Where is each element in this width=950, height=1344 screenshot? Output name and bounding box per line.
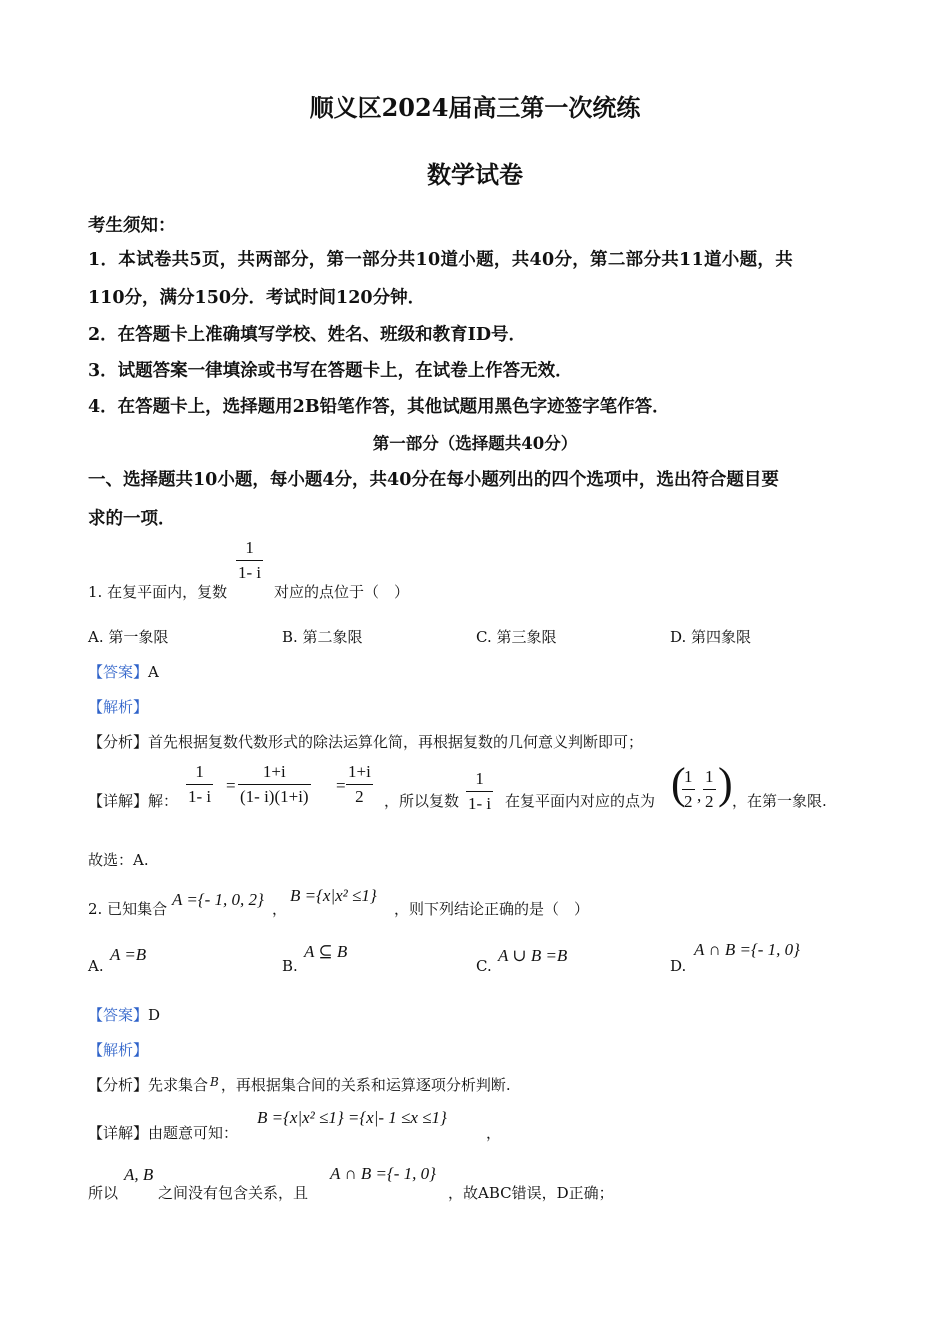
q1-detail-mid2: 在复平面内对应的点为 <box>505 792 656 810</box>
q1-detail-prefix <box>88 790 178 811</box>
q2-detail-suffix: ， <box>486 1124 502 1142</box>
q2-option-b-expr: A ⊆ B <box>304 942 348 961</box>
q2-option-c-label: C. <box>476 957 492 975</box>
q1-detail-tag: 【详解】 <box>88 792 149 810</box>
q2-answer <box>88 1004 160 1025</box>
q1-point-left-paren: ( <box>671 759 686 808</box>
q2-last-expr: A ∩ B ={- 1, 0} <box>330 1164 436 1183</box>
q2-option-a-expr: A =B <box>110 945 147 964</box>
notice-item-1-line-1: 1．本试卷共5页，共两部分，第一部分共10道小题，共40分，第二部分共11道小题，共 <box>88 250 794 270</box>
q1-stem-suffix: 对应的点位于（ ） <box>274 583 410 601</box>
q1-stem-fraction <box>236 538 263 583</box>
q1-eq-frac-1: 1 1- i <box>188 762 212 806</box>
q2-analysis-tag: 【解析】 <box>88 1041 149 1059</box>
q2-stem-suffix: ，则下列结论正确的是（ ） <box>394 900 590 918</box>
q2-fenxi-var: B <box>210 1075 219 1089</box>
q2-last-var: A, B <box>124 1165 154 1184</box>
q2-option-b-label: B. <box>282 957 298 975</box>
part1-title: 第一部分（选择题共40分） <box>372 434 578 453</box>
q2-detail-prefix-text: 由题意可知： <box>148 1124 239 1142</box>
notice-heading: 考生须知： <box>88 216 176 236</box>
q2-fenxi <box>88 1074 511 1095</box>
notice-item-4: 4．在答题卡上，选择题用2B铅笔作答，其他试题用黑色字迹签字笔作答． <box>88 397 670 417</box>
q2-detail-prefix <box>88 1122 238 1143</box>
q1-analysis-tag: 【解析】 <box>88 698 149 716</box>
q2-set-a: A ={- 1, 0, 2} <box>172 890 264 909</box>
q2-detail-tag: 【详解】 <box>88 1124 149 1142</box>
q1-answer <box>88 661 159 682</box>
page-subtitle: 数学试卷 <box>427 160 523 189</box>
q2-fenxi-suffix: ，再根据集合间的关系和运算逐项分析判断. <box>220 1076 511 1094</box>
q2-last-prefix: 所以 <box>88 1184 119 1202</box>
q1-detail-mid: ，所以复数 <box>384 792 460 810</box>
q1-option-a: A. 第一象限 <box>88 628 169 646</box>
notice-item-3: 3．试题答案一律填涂或书写在答题卡上，在试卷上作答无效． <box>88 361 573 381</box>
q2-option-a-label: A. <box>88 957 104 975</box>
q1-detail-end: ，在第一象限. <box>732 792 827 810</box>
q2-last-suffix: ，故ABC错误，D正确； <box>448 1184 614 1202</box>
q2-answer-tag: 【答案】 <box>88 1006 149 1024</box>
q1-answer-value: A <box>148 663 159 681</box>
q1-fenxi <box>88 731 643 752</box>
q2-option-d-label: D. <box>670 957 687 975</box>
q1-point-x: 1 2 <box>684 767 693 811</box>
q2-fenxi-prefix: 先求集合 <box>148 1076 209 1094</box>
q1-point-right-paren: ) <box>718 759 733 808</box>
q1-answer-tag: 【答案】 <box>88 663 149 681</box>
q1-detail-frac: 1 1- i <box>468 769 492 813</box>
q2-option-c-expr: A ∪ B =B <box>498 946 568 965</box>
q2-stem-sep: ， <box>272 900 288 918</box>
page-title: 顺义区2024届高三第一次统练 <box>309 93 641 122</box>
q2-fenxi-tag: 【分析】 <box>88 1076 149 1094</box>
q2-answer-value: D <box>148 1006 161 1024</box>
q1-point-y: 1 2 <box>705 767 714 811</box>
q2-detail-expr: B ={x|x² ≤1} ={x|- 1 ≤x ≤1} <box>257 1108 447 1127</box>
q2-stem-prefix: 2. 已知集合 <box>88 900 168 918</box>
q1-option-b: B. 第二象限 <box>282 628 363 646</box>
q1-point-comma: , <box>697 786 702 805</box>
q2-set-b: B ={x|x² ≤1} <box>290 886 377 905</box>
q1-conclusion: 故选：A. <box>88 851 149 869</box>
q1-eq-frac-2: 1+i (1- i)(1+i) <box>240 762 309 806</box>
notice-item-1-line-2: 110分，满分150分．考试时间120分钟． <box>88 288 426 308</box>
part1-intro-line-1: 一、选择题共10小题，每小题4分，共40分在每小题列出的四个选项中，选出符合题目要 <box>88 470 779 490</box>
q1-stem-prefix: 1. 在复平面内，复数 <box>88 583 228 601</box>
q1-eq-frac-3: 1+i 2 <box>348 762 371 806</box>
part1-intro-line-2: 求的一项． <box>88 509 176 529</box>
q1-detail-prefix-text: 解： <box>148 792 179 810</box>
q2-last-mid: 之间没有包含关系，且 <box>158 1184 309 1202</box>
q1-eq-sign-1: = <box>226 776 236 795</box>
q1-frac-num: 1 <box>245 538 254 557</box>
q1-eq-sign-2: = <box>336 776 346 795</box>
q1-fenxi-text: 首先根据复数代数形式的除法运算化简，再根据复数的几何意义判断即可； <box>148 733 644 751</box>
q1-option-c: C. 第三象限 <box>476 628 557 646</box>
q1-frac-den: 1- i <box>238 563 262 582</box>
notice-item-2: 2．在答题卡上准确填写学校、姓名、班级和教育ID号． <box>88 325 527 345</box>
q2-option-d-expr: A ∩ B ={- 1, 0} <box>694 940 800 959</box>
q1-fenxi-tag: 【分析】 <box>88 733 149 751</box>
q1-option-d: D. 第四象限 <box>670 628 752 646</box>
